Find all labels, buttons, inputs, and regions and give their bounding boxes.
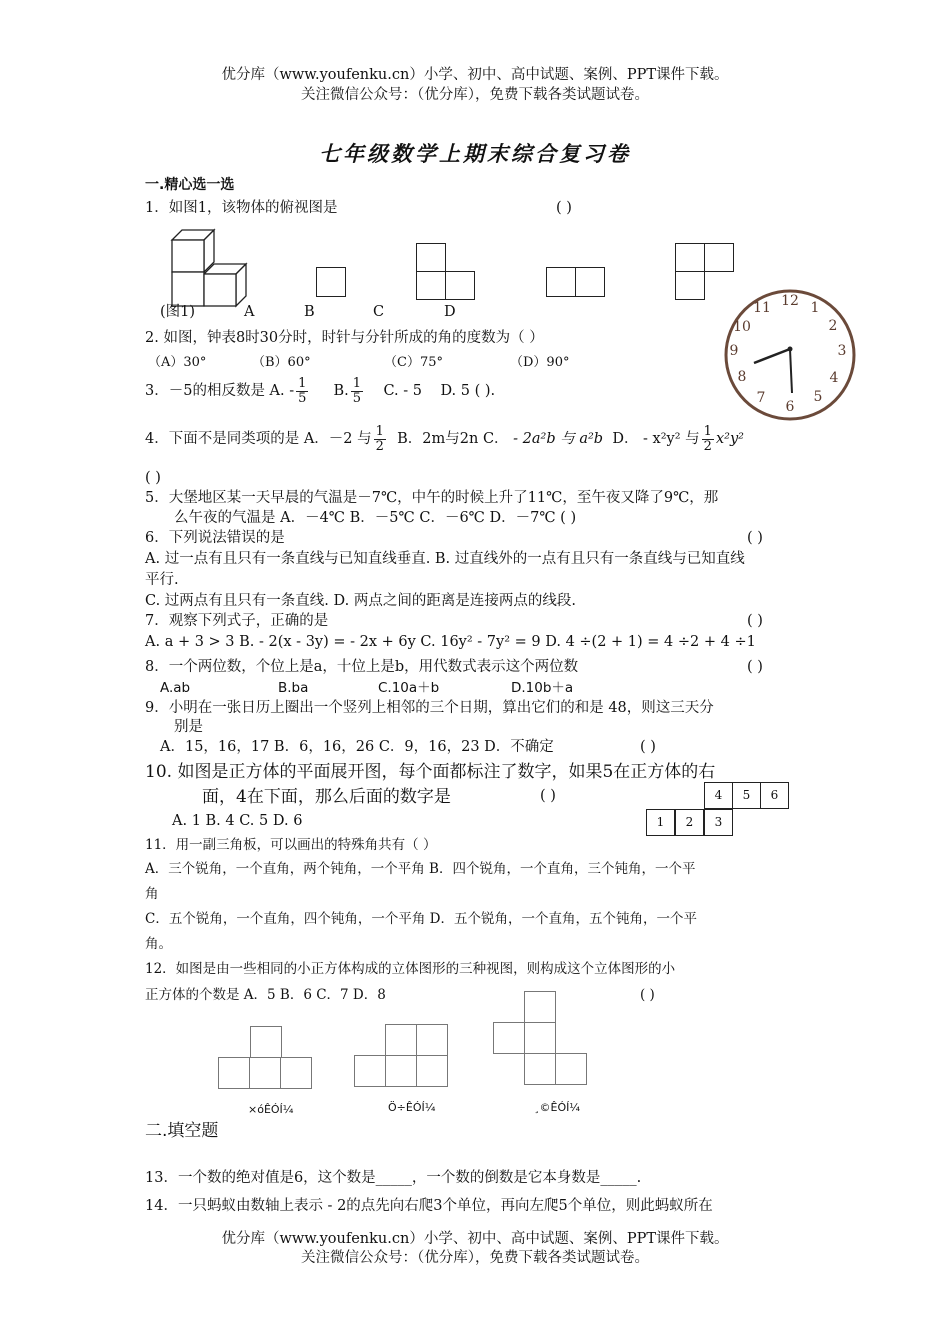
clock-number-2: 2	[828, 318, 838, 334]
q1-option-c-figure-left	[546, 267, 576, 297]
q1-option-c-figure-right	[575, 267, 605, 297]
q8-option-a: A.ab	[160, 680, 191, 696]
q14-text: 14．一只蚂蚁由数轴上表示 - 2的点先向右爬3个单位，再向左爬5个单位，则此蚂蚁所在	[145, 1198, 713, 1214]
clock-number-3: 3	[837, 343, 847, 359]
q1-option-d-figure-bottom	[675, 271, 705, 300]
q3-fraction-a-den: 5	[298, 390, 307, 406]
q1-option-b-figure-bottom-left	[416, 271, 446, 300]
front-view-label: Ö÷ÊÓÍ¼	[388, 1101, 436, 1114]
q3-fraction-a	[296, 377, 308, 405]
q3-option-d: D. 5 ( ).	[440, 383, 496, 400]
net-cell-3: 3	[704, 809, 733, 836]
q4-line	[145, 425, 744, 453]
q9-line-3: A．15，16，17 B．6，16，26 C．9，16，23 D．不确定	[160, 739, 554, 755]
left-view-label: ×óÊÓÍ¼	[248, 1103, 294, 1116]
q11-text: 11．用一副三角板，可以画出的特殊角共有（ ）	[145, 837, 437, 853]
q4-option-d-tail: x²y²	[715, 431, 744, 448]
clock-number-10: 10	[733, 319, 751, 335]
q8-paren: ( )	[747, 659, 763, 675]
q11-line-2: 角	[145, 886, 159, 902]
q9-line-1: 9．小明在一张日历上圈出一个竖列上相邻的三个日期，算出它们的和是 48，则这三天分	[145, 700, 714, 716]
q3-line	[145, 377, 495, 405]
q10-line-1: 10. 如图是正方体的平面展开图，每个面都标注了数字，如果5在正方体的右	[145, 762, 716, 782]
q3-option-b: B.	[333, 383, 349, 400]
q7-options: A. a + 3 > 3 B. - 2(x - 3y) = - 2x + 6y C. 16y² - 7y² = 9 D. 4 ÷(2 + 1) = 4 ÷2 + 4 ÷1	[145, 634, 756, 650]
q1-option-d-figure-top-right	[704, 243, 734, 272]
page-title: 七年级数学上期末综合复习卷	[319, 141, 631, 166]
header-line-1: 优分库（www.youfenku.cn）小学、初中、高中试题、案例、PPT课件下载。	[221, 67, 729, 83]
q12-line-1: 12．如图是由一些相同的小正方体构成的立体图形的三种视图，则构成这个立体图形的小	[145, 961, 676, 977]
q8-text: 8．一个两位数，个位上是a，十位上是b，用代数式表示这个两位数	[145, 659, 579, 675]
q1-option-d-label: D	[444, 304, 456, 320]
clock-number-12: 12	[781, 293, 799, 309]
q6-line-3: C. 过两点有且只有一条直线. D. 两点之间的距离是连接两点的线段.	[145, 593, 576, 609]
q3-fraction-b	[351, 377, 363, 405]
q2-option-a: （A）30°	[148, 355, 207, 370]
q1-paren: ( )	[556, 200, 572, 216]
top-view-label: ¸©ÊÓÍ¼	[534, 1101, 581, 1114]
q6-paren: ( )	[747, 530, 763, 546]
q1-option-b-label: B	[304, 304, 315, 320]
clock-number-11: 11	[753, 300, 771, 316]
section-1-heading: 一.精心选一选	[145, 177, 235, 193]
q10-options: A. 1 B. 4 C. 5 D. 6	[172, 813, 303, 829]
q2-option-d: （D）90°	[510, 355, 570, 370]
q8-option-c: C.10a＋b	[378, 680, 440, 696]
q11-line-3: C．五个锐角，一个直角，四个钝角，一个平角 D．五个锐角，一个直角，五个钝角，一个平	[145, 911, 697, 927]
header-line-2: 关注微信公众号：（优分库），免费下载各类试题试卷。	[301, 87, 649, 103]
q8-option-d: D.10b＋a	[511, 680, 574, 696]
clock-number-4: 4	[829, 370, 839, 386]
q4-option-c: - 2a²b 与 a²b	[513, 431, 604, 448]
q4-paren: ( )	[145, 470, 161, 486]
front-view-cell-2	[385, 1055, 417, 1087]
clock-number-7: 7	[756, 390, 766, 406]
q1-option-a-label: A	[244, 304, 255, 320]
q11-line-4: 角。	[145, 936, 172, 952]
q3-prefix: 3．－5的相反数是 A. -	[145, 383, 295, 400]
q4-fraction-d-den: 2	[703, 438, 712, 454]
q6-line-2: 平行.	[145, 572, 179, 588]
q4-option-b: B．2m与2n C．	[397, 431, 509, 448]
q9-paren: ( )	[640, 739, 656, 755]
q13-text: 13．一个数的绝对值是6，这个数是_____，一个数的倒数是它本身数是_____.	[145, 1170, 642, 1186]
figure-1-cubes	[160, 228, 260, 310]
clock-number-8: 8	[737, 369, 747, 385]
q1-option-c-label: C	[373, 304, 385, 320]
clock-figure	[716, 281, 864, 429]
q10-line-2: 面，4在下面，那么后面的数字是	[202, 787, 451, 807]
footer-line-1: 优分库（www.youfenku.cn）小学、初中、高中试题、案例、PPT课件下载。	[221, 1231, 729, 1247]
q2-option-b: （B）60°	[252, 355, 311, 370]
q7-text: 7．观察下列式子，正确的是	[145, 613, 329, 629]
q1-option-b-figure-top	[416, 243, 446, 272]
clock-number-9: 9	[729, 343, 739, 359]
net-cell-1: 1	[646, 809, 675, 836]
left-view-cell-3	[280, 1057, 312, 1089]
q4-fraction-d-num: 1	[703, 424, 712, 439]
top-view-cell-r2-2	[524, 1022, 556, 1054]
q9-line-2: 别是	[174, 719, 203, 735]
front-view-cell-top-2	[416, 1024, 448, 1056]
net-cell-5: 5	[732, 782, 761, 809]
q1-text: 1．如图1，该物体的俯视图是	[145, 200, 338, 216]
q11-line-1: A．三个锐角，一个直角，两个钝角，一个平角 B．四个锐角，一个直角，三个钝角，一个平	[145, 861, 696, 877]
q3-fraction-b-num: 1	[352, 376, 362, 391]
q1-option-b-figure-bottom-right	[445, 271, 475, 300]
q1-option-d-figure-top-left	[675, 243, 705, 272]
q10-paren: ( )	[540, 788, 556, 804]
q2-text: 2. 如图，钟表8时30分时，时针与分针所成的角的度数为（ ）	[145, 330, 544, 346]
q4-prefix: 4．下面不是同类项的是 A．－2 与	[145, 431, 372, 448]
q4-fraction-a-num: 1	[375, 424, 384, 439]
top-view-cell-r3-2	[555, 1053, 587, 1085]
left-view-cell-1	[218, 1057, 250, 1089]
front-view-cell-3	[416, 1055, 448, 1087]
q5-line-2: 么午夜的气温是 A．－4℃ B．－5℃ C．－6℃ D．－7℃ ( )	[174, 510, 577, 526]
q8-option-b: B.ba	[278, 680, 309, 696]
footer-line-2: 关注微信公众号：（优分库），免费下载各类试题试卷。	[301, 1250, 649, 1266]
q2-option-c: （C）75°	[384, 355, 443, 370]
net-cell-2: 2	[675, 809, 704, 836]
figure-1-label: (图1)	[160, 304, 196, 320]
top-view-cell-r1	[524, 991, 556, 1023]
q12-line-2: 正方体的个数是 A．5 B．6 C．7 D．8	[145, 987, 386, 1003]
net-cell-4: 4	[704, 782, 733, 809]
section-2-heading: 二.填空题	[145, 1121, 219, 1141]
clock-number-1: 1	[810, 300, 820, 316]
q4-fraction-d	[702, 425, 714, 453]
q4-fraction-a	[374, 425, 386, 453]
net-cell-6: 6	[760, 782, 789, 809]
top-view-cell-r2-1	[493, 1022, 525, 1054]
q3-option-c: C. - 5	[383, 383, 422, 400]
q3-fraction-b-den: 5	[352, 390, 362, 406]
left-view-cell-top	[250, 1026, 282, 1058]
top-view-cell-r3-1	[524, 1053, 556, 1085]
front-view-cell-1	[354, 1055, 386, 1087]
q4-option-d: D． - x²y² 与	[612, 431, 700, 448]
q7-paren: ( )	[747, 613, 763, 629]
q3-fraction-a-num: 1	[298, 376, 307, 391]
clock-number-5: 5	[813, 389, 823, 405]
q12-paren: ( )	[640, 987, 655, 1003]
q1-option-a-figure	[316, 267, 346, 297]
q5-line-1: 5．大堡地区某一天早晨的气温是－7℃，中午的时候上升了11℃，至午夜又降了9℃，那	[145, 490, 719, 506]
q6-text: 6．下列说法错误的是	[145, 530, 285, 546]
clock-number-6: 6	[785, 399, 795, 415]
left-view-cell-2	[249, 1057, 281, 1089]
front-view-cell-top-1	[385, 1024, 417, 1056]
q6-line-1: A. 过一点有且只有一条直线与已知直线垂直. B. 过直线外的一点有且只有一条直线与已知直线	[145, 551, 745, 567]
q4-fraction-a-den: 2	[375, 438, 384, 454]
